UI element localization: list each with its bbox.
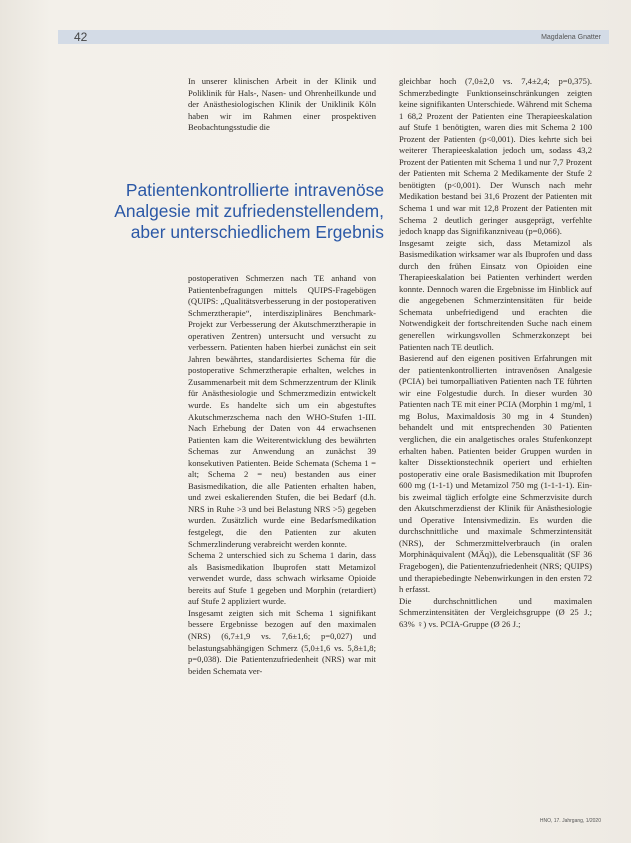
- header-bar: [58, 30, 609, 44]
- paragraph: Insgesamt zeigte sich, dass Metamizol als Basismedikation wirksamer war als Ibuprofen und dass durch den frühen Einsatz von Opioiden eine Therapieeskalation bei Patienten verhindert werden konnte. Dennoch waren die Ergebnisse im Hinblick auf die angegebenen Schmerzintensitäten für beide Schemata unbefriedigend und erachten die Notwendigkeit der fortschreitenden Suche nach einem generellen wirkungsvollen Schmerzkonzept bei Patienten nach TE deutlich.: [399, 237, 592, 352]
- right-column-body: [399, 76, 592, 630]
- section-heading: Patientenkontrollierte intravenöse Analgesie mit zufriedenstellendem, aber unterschiedlichem Ergebnis: [114, 180, 384, 242]
- paragraph: Schema 2 unterschied sich zu Schema 1 darin, dass als Basismedikation Ibuprofen statt Metamizol verwendet wurde, dass schwach wirksame Opioide bereits auf Stufe 1 gegeben und Morphin (retardiert) auf Stufe 2 appliziert wurde.: [188, 550, 376, 607]
- paragraph: postoperativen Schmerzen nach TE anhand von Patientenbefragungen mittels QUIPS-Fragebögen (QUIPS: „Qualitätsverbesserung in der postoperativen Schmerztherapie“, interdisziplinäres Benchmark-Projekt zur Verbesserung der Akutschmerztherapie in operativen Zentren) untersucht und versucht zu verbessern. Patienten haben hierbei zunächst ein seit Jahren bewährtes, standardisiertes Schema für die postoperative Schmerztherapie erhalten, welches in Zusammenarbeit mit dem Schmerzzentrum der Klinik für Anästhesiologie und Schmerzmedizin entwickelt wurde. Es handelte sich um ein abgestuftes Akutschmerzschema nach den WHO-Stufen 1-III. Nach Erhebung der Daten von 44 erwachsenen Patienten kam die Weiterentwicklung des bewährten Schemas zur Anwendung an zunächst 39 konsekutiven Patienten. Beide Schemata (Schema 1 = alt; Schema 2 = neu) bestanden aus einer Basismedikation, die alle Patienten erhalten haben, und zwei eskalierenden Stufen, die bei Bedarf (d.h. NRS in Ruhe >3 und bei Belastung NRS >5) gegeben wurden. Zusätzlich wurde eine Bedarfsmedikation festgelegt, die den Patienten zur akuten Schmerzlinderung verabreicht werden konnte.: [188, 273, 376, 549]
- left-column-intro: [188, 76, 376, 134]
- paragraph: In unserer klinischen Arbeit in der Klinik und Poliklinik für Hals-, Nasen- und Ohrenheilkunde und der Anästhesiologischen Klinik der Uniklinik Köln haben wir im Rahmen einer prospektiven Beobachtungsstudie die: [188, 76, 376, 133]
- paragraph: Basierend auf den eigenen positiven Erfahrungen mit der patientenkontrollierten intravenösen Analgesie (PCIA) bei tumorpalliativen Patienten nach TE führten wir eine Folgestudie durch. In dieser wurden 30 Patienten nach TE mit einer PCIA (Morphin 1 mg/ml, 1 mg Bolus, Maximaldosis 30 mg in 4 Stunden) behandelt und mit entsprechenden 30 Patienten verglichen, die ein analgetisches orales Stufenkonzept erhalten haben. Patienten beider Gruppen wurden in kalter Dissektionstechnik operiert und erhielten postoperativ eine orale Basismedikation mit Ibuprofen 600 mg (1-1-1) und Metamizol 750 mg (1-1-1-1). Ein- bis zweimal täglich erfolgte eine Schmerzvisite durch den Akutschmerzdienst der Klinik für Anästhesiologie und Operative Intensivmedizin. Es wurden die durchschnittliche und maximale Schmerzintensität (NRS), der Schmerzmittelverbrauch (in oralen Morphinäquivalent (MÄq)), die Lebensqualität (SF 36 Fragebogen), die Patientenzufriedenheit (NRS; QUIPS) und therapiebedingte Nebenwirkungen in den ersten 72 h erfasst.: [399, 353, 592, 595]
- paragraph: Insgesamt zeigten sich mit Schema 1 signifikant bessere Ergebnisse bezogen auf den maximalen (NRS) (6,7±1,9 vs. 7,6±1,6; p=0,027) und belastungsabhängigen Schmerz (5,0±1,6 vs. 5,8±1,8; p=0,038). Die Patientenzufriedenheit (NRS) war mit beiden Schemata ver-: [188, 607, 376, 676]
- paragraph: gleichbar hoch (7,0±2,0 vs. 7,4±2,4; p=0,375). Schmerzbedingte Funktionseinschränkungen zeigten keine signifikanten Unterschiede. Während mit Schema 1 68,2 Prozent der Patienten eine Therapieeskalation auf Stufe 1 benötigten, waren dies mit Schema 2 100 Prozent der Patienten (p<0,001). Dies kehrte sich bei weiterer Therapieeskalation jedoch um, sodass 43,2 Prozent der Patienten mit Schema 1 und nur 7,7 Prozent der Patienten mit Schema 2 Medikamente der Stufe 2 benötigten (p<0,001). Der Wunsch nach mehr Medikation bestand bei 31,6 Prozent der Patienten mit Schema 1 und war mit 12,8 Prozent der Patienten mit Schema 2 deutlich geringer ausgeprägt, verfehlte jedoch knapp das Signifikanzniveau (p=0,066).: [399, 76, 592, 237]
- author-name: Magdalena Gnatter: [541, 34, 601, 41]
- left-column-body: [188, 273, 376, 677]
- paragraph: Die durchschnittlichen und maximalen Schmerzintensitäten der Vergleichsgruppe (Ø 25 J.; 63% ♀) vs. PCIA-Gruppe (Ø 26 J.;: [399, 595, 592, 629]
- footer-note: HNO, 17. Jahrgang, 1/2020: [539, 818, 601, 824]
- page-number: 42: [74, 30, 88, 44]
